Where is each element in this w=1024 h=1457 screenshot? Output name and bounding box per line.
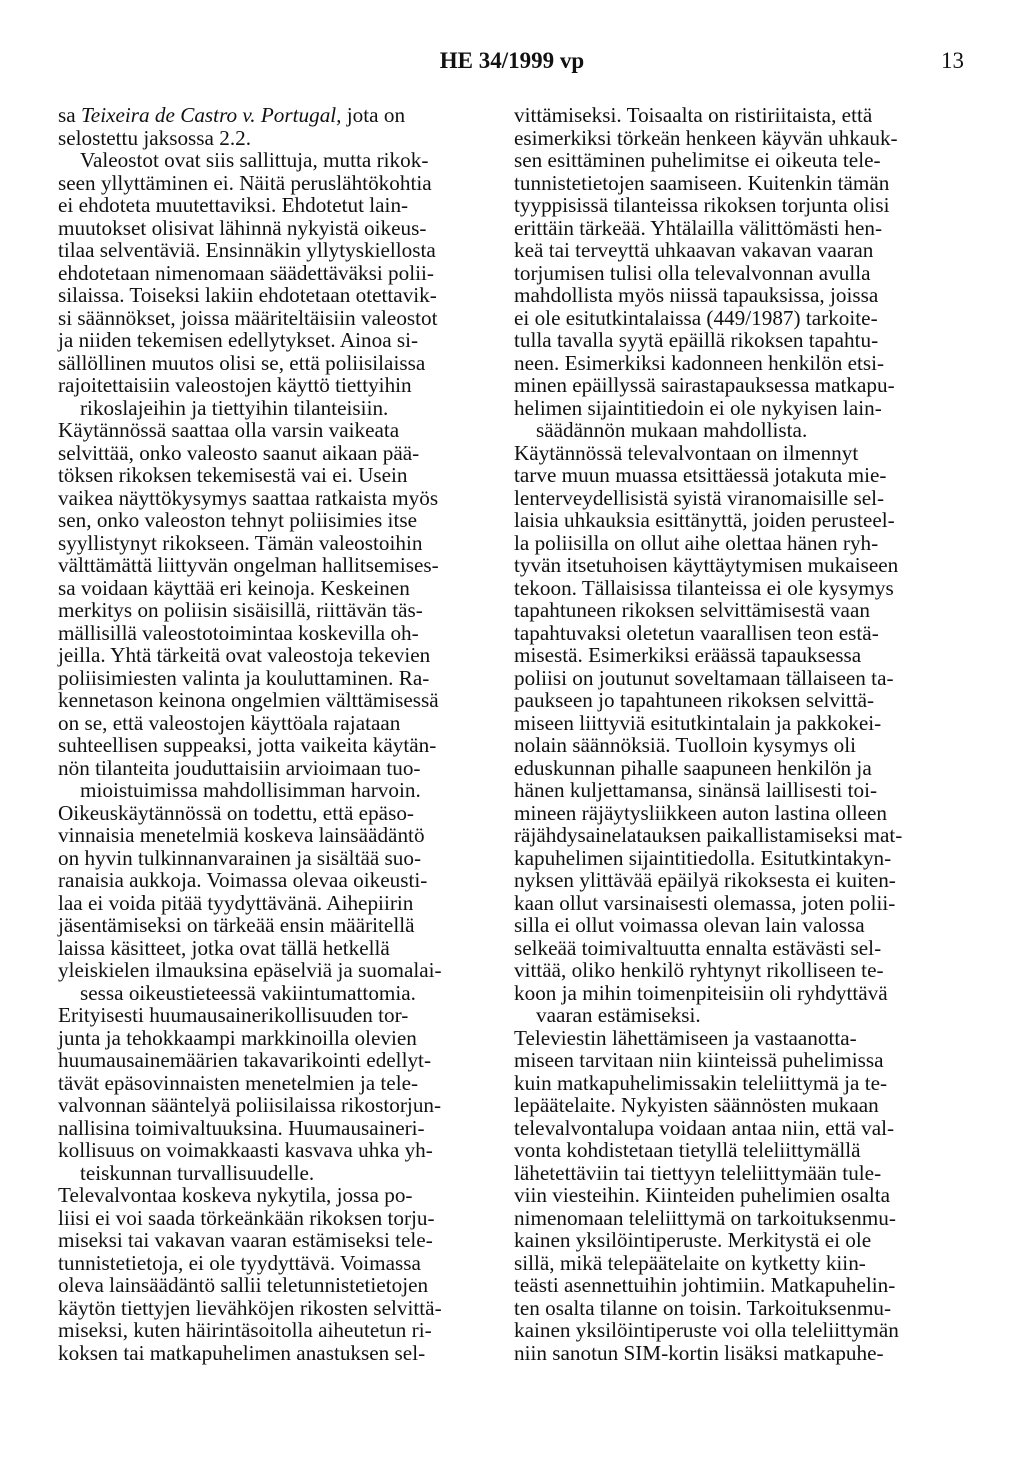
text-line: sa voidaan käyttää eri keinoja. Keskeinen	[58, 575, 410, 600]
text-line: Valeostot ovat siis sallittuja, mutta rikok-	[80, 148, 429, 172]
text-line: miseen tarvitaan niin kiinteissä puhelimissa	[514, 1048, 884, 1072]
text-line: helimen sijaintitiedoin ei ole nykyisen lain-	[514, 395, 882, 420]
text-line: ehdotetaan nimenomaan säädettäväksi polii-	[58, 260, 434, 285]
text-line: keä tai terveyttä uhkaavan vakavan vaaran	[514, 238, 874, 262]
text-line: silaissa. Toiseksi lakiin ehdotetaan otettavik-	[58, 283, 437, 307]
text-line: koon ja mihin toimenpiteisiin oli ryhdyttävä	[514, 980, 888, 1005]
text-line: lähetettäviin tai tiettyyn teleliittymään tule-	[514, 1160, 882, 1185]
text-line: la poliisilla on ollut aihe olettaa hänen ryh-	[514, 530, 879, 555]
text-line: koksen tai matkapuhelimen anastuksen sel-	[58, 1340, 426, 1365]
text-line: mahdollista myös niissä tapauksissa, joissa	[514, 283, 879, 307]
text-line: yleiskielen ilmauksina epäselviä ja suomalai-	[58, 958, 442, 982]
text-line: paukseen jo tapahtuneen rikoksen selvittä-	[514, 688, 875, 712]
text-line: Käytännössä televalvontaan on ilmennyt	[514, 440, 859, 465]
text-line: laisia uhkauksia esittänyttä, joiden perusteel-	[514, 508, 895, 532]
document-title: HE 34/1999 vp	[439, 48, 585, 73]
text-line: syyllistynyt rikokseen. Tämän valeostoihin	[58, 530, 423, 555]
case-name: Teixeira de Castro v. Portugal,	[80, 103, 342, 127]
text-line: tapahtuvaksi oletetun vaarallisen teon estä-	[514, 620, 879, 645]
text-line: niin sanotun SIM-kortin lisäksi matkapuhe-	[514, 1340, 884, 1365]
text-line: rikoslajeihin ja tiettyihin tilanteisiin.	[80, 395, 389, 420]
text-line: televalvontalupa voidaan antaa niin, että val-	[514, 1115, 895, 1140]
text-line: lepäätelaite. Nykyisten säännösten mukaan	[514, 1093, 879, 1117]
text-line: valvonnan sääntelyä poliisilaissa rikostorjun-	[58, 1093, 442, 1117]
text-line: poliisimiesten valinta ja kouluttaminen. Ra-	[58, 665, 430, 690]
text-line: poliisi on joutunut soveltamaan tällaiseen ta-	[514, 665, 894, 690]
text-line: on se, että valeostojen käyttöala rajataan	[58, 710, 401, 735]
text-line: neen. Esimerkiksi kadonneen henkilön etsi-	[514, 350, 885, 375]
text-line: on hyvin tulkinnanvarainen ja sisältää suo-	[58, 845, 422, 870]
text-line: kaan ollut varsinaisesti olemassa, joten polii-	[514, 890, 896, 915]
text-line: lenterveydellisistä syistä viranomaisille sel-	[514, 485, 885, 510]
text-line: Erityisesti huumausainerikollisuuden tor-	[58, 1003, 409, 1027]
text-line: Oikeuskäytännössä on todettu, että epäso-	[58, 800, 414, 825]
text-line: tarve muun muassa etsittäessä jotakuta mie-	[514, 463, 887, 487]
left-text-column	[58, 104, 486, 1364]
text-line: hänen kuljettamansa, sinänsä laillisesti toi-	[514, 778, 878, 802]
text-line: huumausainemäärien takavarikointi edellyt-	[58, 1048, 431, 1072]
text-line: mineen räjäytysliikkeen auton lastina olleen	[514, 800, 888, 825]
text-line: tyvän itsetuhoisen käyttäytymisen mukaiseen	[514, 553, 899, 577]
text-line: kapuhelimen sijaintitiedolla. Esitutkintakyn-	[514, 845, 892, 870]
text-line: sen esittäminen puhelimitse ei oikeuta tele-	[514, 148, 881, 172]
text-line: vaikea näyttökysymys saattaa ratkaista myös	[58, 485, 439, 510]
page-header	[0, 48, 1024, 88]
text-line: liisi ei voi saada törkeänkään rikoksen torju-	[58, 1205, 435, 1230]
text-line: nallisina toimivaltuuksina. Huumausaineri-	[58, 1115, 425, 1140]
text-line: töksen rikoksen tekemisestä vai ei. Usein	[58, 463, 408, 487]
text-line: kollisuus on voimakkaasti kasvava uhka yh-	[58, 1138, 433, 1162]
page-number: 13	[941, 48, 964, 73]
text-line: käytön tiettyjen lievähköjen rikosten selvittä-	[58, 1295, 442, 1320]
text-line: sillä, mikä telepäätelaite on kytketty kiin-	[514, 1250, 866, 1275]
text-line: tunnistetietojen saamiseen. Kuitenkin tämän	[514, 170, 890, 195]
text-line: ranaisia aukkoja. Voimassa olevaa oikeusti-	[58, 868, 428, 892]
text-line: si säännökset, joissa määriteltäisiin valeostot	[58, 305, 438, 330]
text-line: misestä. Esimerkiksi eräässä tapauksessa	[514, 643, 862, 667]
text-line: nimenomaan teleliittymä on tarkoituksenmu-	[514, 1205, 896, 1230]
text-line: vonta kohdistetaan tietyllä teleliittymällä	[514, 1138, 861, 1162]
text-line: vaaran estämiseksi.	[536, 1003, 701, 1027]
text-line: merkitys on poliisin sisäisillä, riittävän täs-	[58, 598, 423, 622]
text-line: laissa käsitteet, jotka ovat tällä hetkellä	[58, 935, 390, 960]
text-line: säädännön mukaan mahdollista.	[536, 418, 808, 442]
text-line: teiskunnan turvallisuudelle.	[80, 1160, 315, 1185]
text-line: torjumisen tulisi olla televalvonnan avulla	[514, 260, 871, 285]
text-line: erittäin tärkeää. Yhtälailla välittömästi hen-	[514, 215, 883, 240]
text-line: räjähdysainelatauksen paikallistamiseksi mat-	[514, 823, 903, 847]
text-line: tulla tavalla syytä epäillä rikoksen tapahtu-	[514, 328, 879, 352]
text-line: miseksi tai vakavan vaaran estämiseksi tele-	[58, 1228, 433, 1252]
text-line: minen epäillyssä sairastapauksessa matkapu-	[514, 373, 895, 397]
text-line: kainen yksilöintiperuste voi olla teleliittymän	[514, 1318, 899, 1342]
text-line: ten osalta tilanne on toisin. Tarkoituksenmu-	[514, 1295, 892, 1320]
text-line: Televiestin lähettämiseen ja vastaanotta-	[514, 1025, 857, 1050]
right-text-column	[514, 104, 944, 1364]
text-line	[58, 104, 486, 127]
text-line: vinnaisia menetelmiä koskeva lainsäädäntö	[58, 823, 425, 847]
text-line: miseksi, kuten häirintäsoitolla aiheutetun ri-	[58, 1318, 432, 1342]
text-line: nolain säännöksiä. Tuolloin kysymys oli	[514, 733, 856, 757]
text-line: junta ja tehokkaampi markkinoilla olevien	[58, 1025, 417, 1050]
text-line: teästi asennettuihin johtimiin. Matkapuhelin-	[514, 1273, 896, 1297]
text-line: ja niiden tekemisen edellytykset. Ainoa si-	[58, 328, 419, 352]
text-line: oleva lainsäädäntö sallii teletunnistetietojen	[58, 1273, 429, 1297]
text-line: sen, onko valeoston tehnyt poliisimies itse	[58, 508, 417, 532]
text-line: vittämiseksi. Toisaalta on ristiriitaista, että	[514, 103, 873, 127]
text-fragment: jota on	[341, 103, 406, 127]
text-line: selvittää, onko valeosto saanut aikaan pää-	[58, 440, 420, 465]
text-line: kainen yksilöintiperuste. Merkitystä ei ole	[514, 1228, 872, 1252]
text-line: muutokset olisivat lähinnä nykyistä oikeus-	[58, 215, 427, 240]
text-line: silla ei ollut voimassa olevan lain valossa	[514, 913, 865, 937]
text-line: mioistuimissa mahdollisimman harvoin.	[80, 778, 421, 802]
text-line: kennetason keinona ongelmien välttämisessä	[58, 688, 439, 712]
text-line: rajoitettaisiin valeostojen käyttö tiettyihin	[58, 373, 412, 397]
text-line: jäsentämiseksi on tärkeää ensin määritellä	[58, 913, 415, 937]
text-line: nyksen ylittävää epäilyä rikoksesta ei kuiten-	[514, 868, 896, 892]
text-line: kuin matkapuhelimissakin teleliittymä ja te-	[514, 1070, 888, 1095]
text-line: tävät epäsovinnaisten menetelmien ja tele-	[58, 1070, 419, 1095]
text-line: nön tilanteita jouduttaisiin arvioimaan tuo-	[58, 755, 421, 780]
text-line: miseen liittyviä esitutkintalain ja pakkokei-	[514, 710, 882, 735]
text-line: selkeää toimivaltuutta ennalta estävästi sel-	[514, 935, 882, 960]
text-line: sessa oikeustieteessä vakiintumattomia.	[80, 980, 416, 1005]
text-line: laa ei voida pitää tyydyttävänä. Aihepiirin	[58, 890, 414, 915]
text-line: jeilla. Yhtä tärkeitä ovat valeostoja tekevien	[58, 643, 431, 667]
text-line: mällisillä valeostotoimintaa koskevilla oh-	[58, 620, 419, 645]
text-line: viin viesteihin. Kiinteiden puhelimien osalta	[514, 1183, 891, 1207]
text-line: tyyppisissä tilanteissa rikoksen torjunta olisi	[514, 193, 890, 217]
text-line: sällöllinen muutos olisi se, että poliisilaissa	[58, 350, 426, 375]
text-line: seen yllyttäminen ei. Näitä peruslähtökohtia	[58, 170, 432, 195]
text-fragment: sa	[58, 103, 81, 127]
text-line: tekoon. Tällaisissa tilanteissa ei ole kysymys	[514, 575, 894, 600]
text-line: ei ole esitutkintalaissa (449/1987) tarkoite-	[514, 305, 878, 330]
text-line: tilaa selventäviä. Ensinnäkin yllytyskiellosta	[58, 238, 436, 262]
text-line: tunnistetietoja, ei ole tyydyttävä. Voimassa	[58, 1250, 421, 1275]
text-line: ei ehdoteta muutettaviksi. Ehdotetut lain-	[58, 193, 409, 217]
text-line: esimerkiksi törkeän henkeen käyvän uhkauk-	[514, 125, 898, 150]
text-line: Käytännössä saattaa olla varsin vaikeata	[58, 418, 400, 442]
text-line: välttämättä liittyvän ongelman hallitsemises-	[58, 553, 439, 577]
text-line: tapahtuneen rikoksen selvittämisestä vaan	[514, 598, 870, 622]
text-line: Televalvontaa koskeva nykytila, jossa po-	[58, 1183, 413, 1207]
text-line: eduskunnan pihalle saapuneen henkilön ja	[514, 755, 872, 780]
text-line: suhteellisen suppeaksi, jotta vaikeita käytän-	[58, 733, 437, 757]
text-line: vittää, oliko henkilö ryhtynyt rikolliseen te-	[514, 958, 884, 982]
text-line: selostettu jaksossa 2.2.	[58, 125, 252, 150]
